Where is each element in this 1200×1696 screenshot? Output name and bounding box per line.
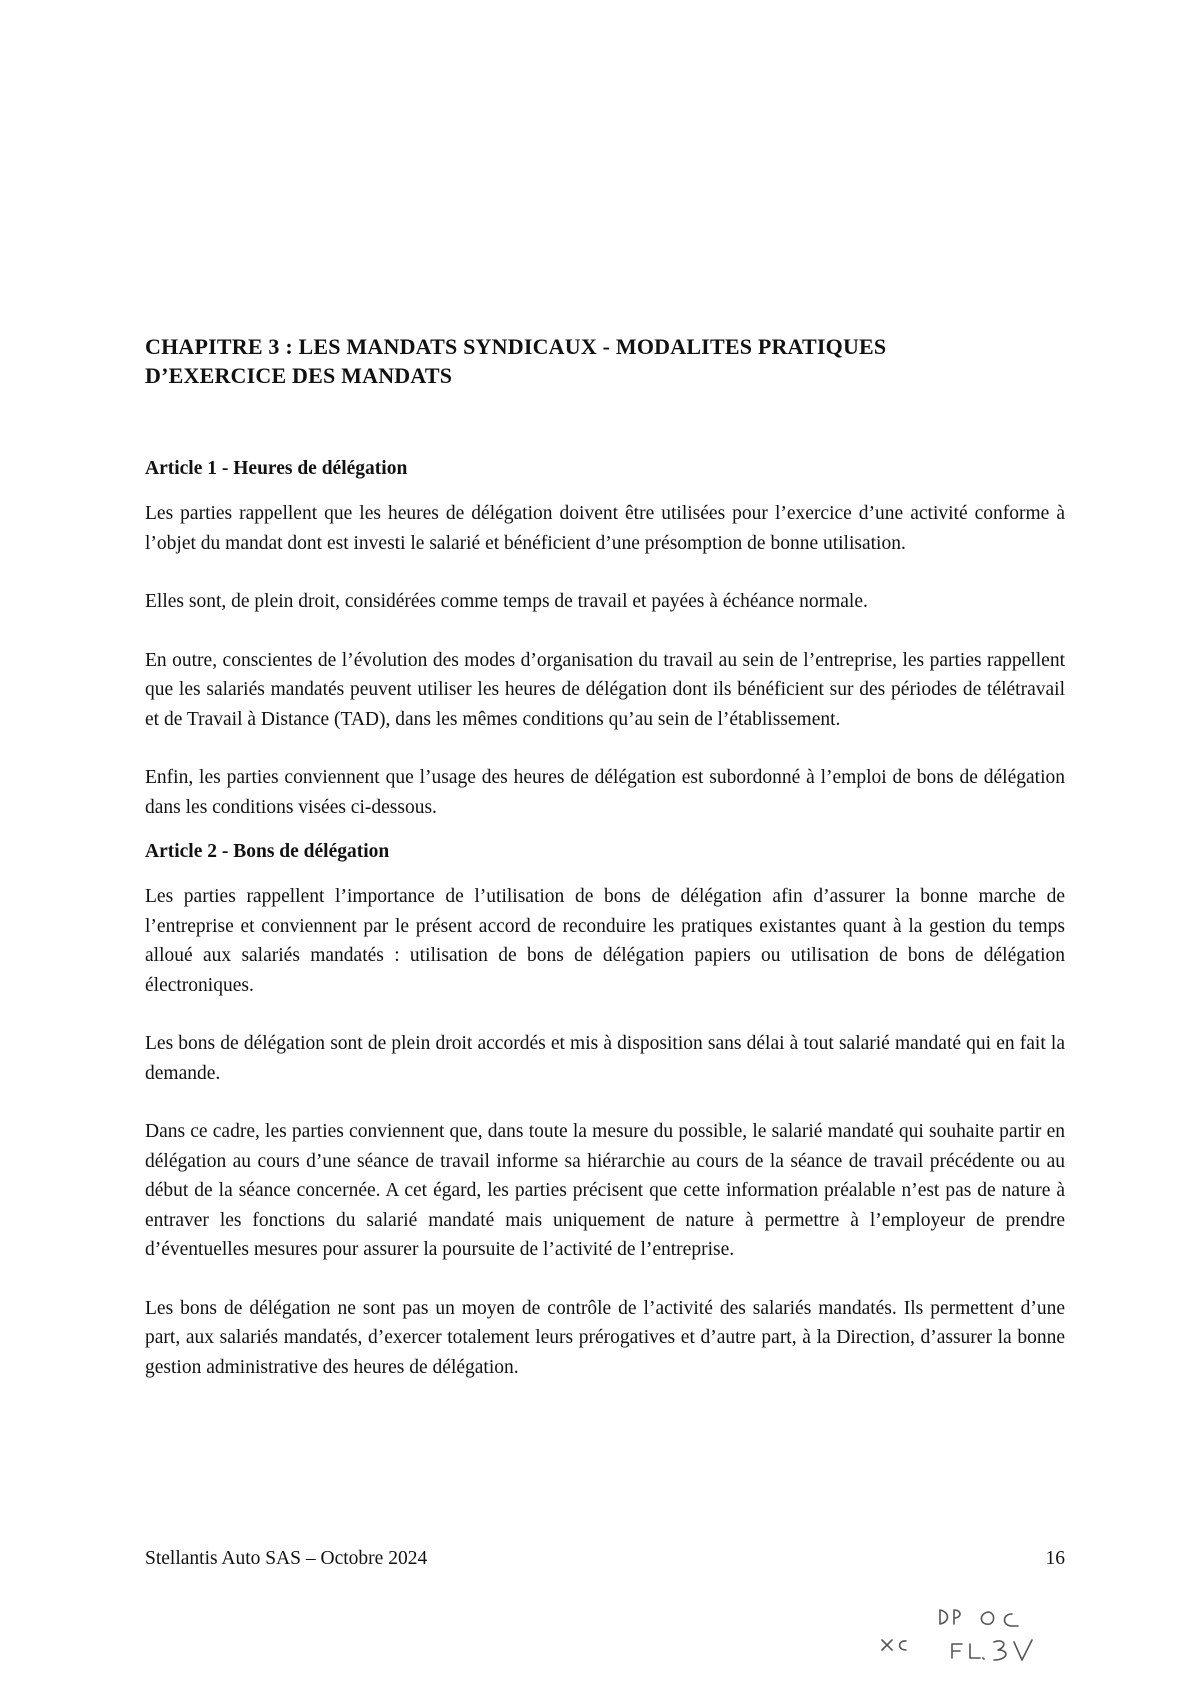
page-number: 16 — [1045, 1548, 1065, 1569]
footer-company-date: Stellantis Auto SAS – Octobre 2024 — [145, 1548, 428, 1569]
paragraph: Dans ce cadre, les parties conviennent que, dans toute la mesure du possible, le salarié mandaté qui souhaite partir en délégation au cours d’une séance de travail informe sa hiérarchie au cours de la séance de travail précédente ou au début de la séance concernée. A cet égard, les parties précisent que cette information préalable n’est pas de nature à entraver les fonctions du salarié mandaté mais uniquement de nature à permettre à l’employeur de prendre d’éventuelles mesures pour assurer la poursuite de l’activité de l’entreprise. — [145, 1121, 1065, 1260]
chapter-title-line2: D’EXERCICE DES MANDATS — [145, 363, 453, 388]
paragraph: Les bons de délégation sont de plein droit accordés et mis à disposition sans délai à tout salarié mandaté qui en fait la demande. — [145, 1033, 1065, 1084]
article-heading: Article 2 - Bons de délégation — [145, 841, 390, 862]
handwritten-initials — [870, 1588, 1070, 1668]
page-footer — [145, 1546, 1065, 1572]
article-heading: Article 1 - Heures de délégation — [145, 458, 408, 479]
article-2 — [145, 839, 1065, 1382]
paragraph: Les parties rappellent l’importance de l’utilisation de bons de délégation afin d’assurer la bonne marche de l’entreprise et conviennent par le présent accord de reconduire les pratiques existantes quant à la gestion du temps alloué aux salariés mandatés : utilisation de bons de délégation papiers ou utilisation de bons de délégation électroniques. — [145, 886, 1065, 996]
chapter-title — [145, 332, 1065, 390]
paragraph: Elles sont, de plein droit, considérées comme temps de travail et payées à échéance normale. — [145, 591, 868, 612]
paragraph: Enfin, les parties conviennent que l’usage des heures de délégation est subordonné à l’emploi de bons de délégation dans les conditions visées ci-dessous. — [145, 767, 1065, 818]
paragraph: En outre, conscientes de l’évolution des modes d’organisation du travail au sein de l’entreprise, les parties rappellent que les salariés mandatés peuvent utiliser les heures de délégation dont ils bénéficient sur des périodes de télétravail et de Travail à Distance (TAD), dans les mêmes conditions qu’au sein de l’établissement. — [145, 649, 1065, 730]
chapter-title-line1: CHAPITRE 3 : LES MANDATS SYNDICAUX - MODALITES PRATIQUES — [145, 334, 887, 359]
article-1 — [145, 456, 1065, 822]
paragraph: Les parties rappellent que les heures de délégation doivent être utilisées pour l’exercice d’une activité conforme à l’objet du mandat dont est investi le salarié et bénéficient d’une présomption de bonne utilisation. — [145, 503, 1065, 554]
document-page — [145, 332, 1065, 1411]
paragraph: Les bons de délégation ne sont pas un moyen de contrôle de l’activité des salariés mandatés. Ils permettent d’une part, aux salariés mandatés, d’exercer totalement leurs prérogatives et d’autre part, à la Direction, d’assurer la bonne gestion administrative des heures de délégation. — [145, 1297, 1065, 1378]
